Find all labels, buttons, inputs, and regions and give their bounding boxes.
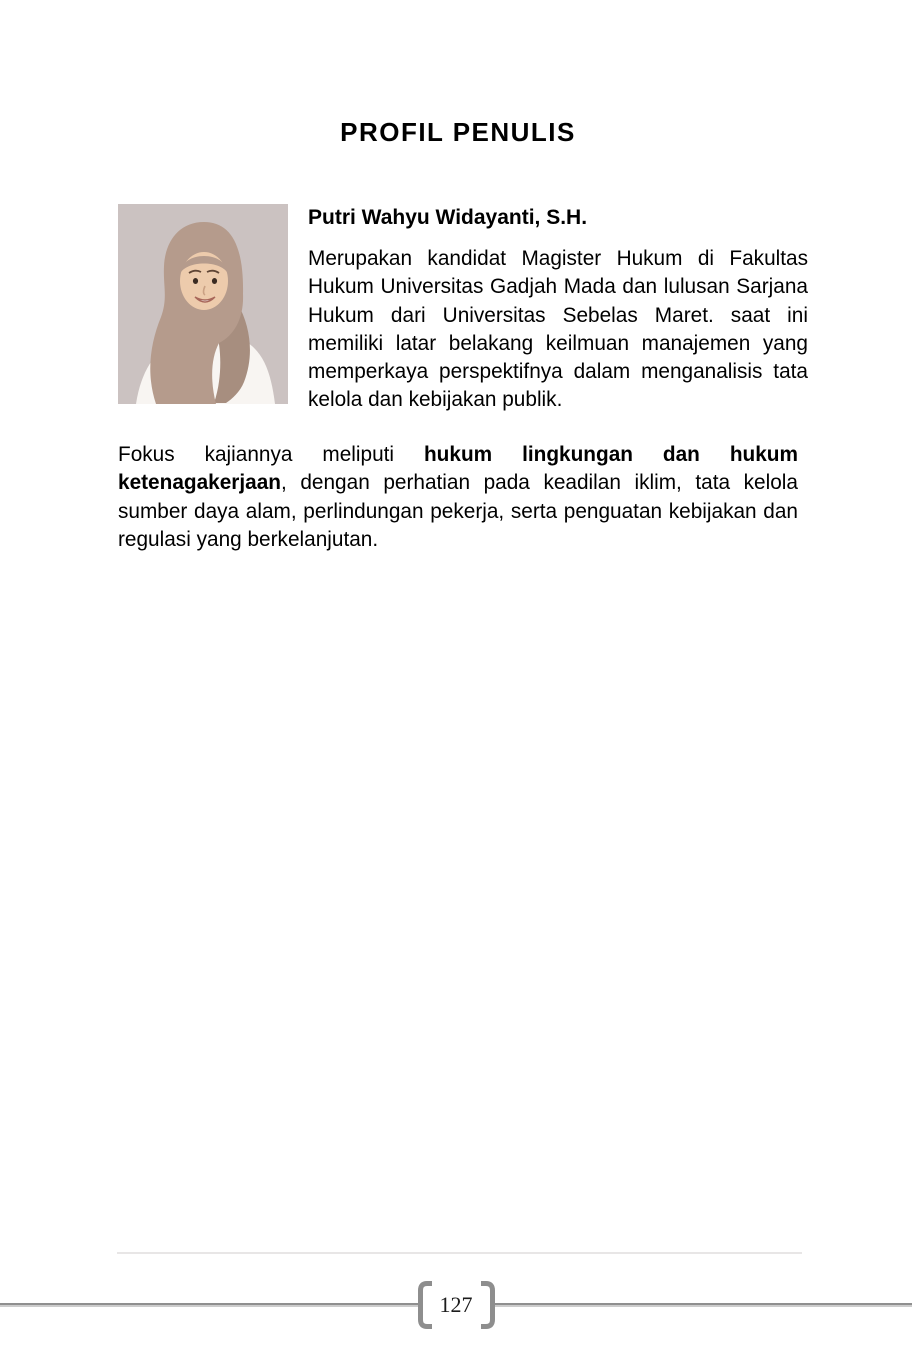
page-number-left-bracket-icon (418, 1281, 433, 1329)
author-name: Putri Wahyu Widayanti, S.H. (308, 206, 588, 229)
focus-text-pre: Fokus kajiannya meliputi (118, 443, 424, 466)
page-number-band (0, 1281, 912, 1329)
focus-text-bold: hukum lingkungan dan hukum ketenagakerjaan (118, 443, 798, 495)
right-eye (212, 278, 217, 284)
author-profile-section (118, 204, 808, 415)
page-number-line-right (493, 1303, 913, 1307)
focus-text-post: , dengan perhatian pada keadilan iklim, tata kelola sumber daya alam, perlindungan pekerja, serta penguatan kebijakan dan regulasi yang berkelanjutan. (118, 471, 798, 551)
page-number-line-left (0, 1303, 420, 1307)
focus-paragraph (118, 441, 798, 554)
footer-rule (117, 1252, 802, 1254)
author-bio-column (308, 204, 808, 415)
page-number-right-bracket-icon (480, 1281, 495, 1329)
portrait-illustration (118, 204, 288, 404)
author-photo (118, 204, 288, 404)
left-eye (193, 278, 198, 284)
page-title: PROFIL PENULIS (340, 117, 576, 147)
author-bio-paragraph: Merupakan kandidat Magister Hukum di Fakultas Hukum Universitas Gadjah Mada dan lulusan Sarjana Hukum dari Universitas Sebelas Maret. saat ini memiliki latar belakang keilmuan manajemen yang memperkaya perspektifnya dalam menganalisis tata kelola dan kebijakan publik. (308, 247, 808, 412)
page-number: 127 (431, 1292, 482, 1318)
